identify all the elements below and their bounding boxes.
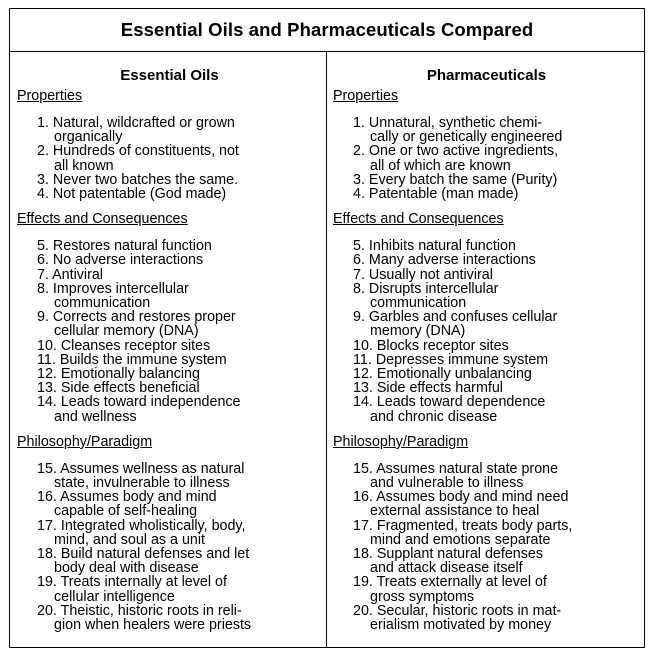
item-number: 5. [37, 238, 49, 255]
list-item [353, 268, 640, 282]
item-list [17, 462, 322, 632]
item-number: 11. [353, 351, 372, 368]
comparison-table [9, 8, 645, 648]
item-number: 13. [37, 380, 57, 397]
section-title: Effects and Consequences [17, 211, 188, 228]
list-item [37, 339, 322, 353]
item-text: Garbles and confuses cellular [368, 309, 558, 326]
list-item [353, 173, 640, 187]
item-text: Depresses immune system [375, 351, 549, 368]
item-number: 10. [37, 337, 57, 354]
item-number: 10. [353, 337, 373, 354]
item-number: 1. [37, 115, 49, 131]
list-item [37, 367, 322, 381]
list-item [37, 144, 322, 172]
item-number: 1. [353, 115, 365, 131]
item-number: 6. [37, 252, 49, 269]
item-text-continued: and wellness [54, 408, 137, 425]
list-item [353, 547, 640, 575]
item-number: 16. [37, 489, 57, 506]
item-number: 2. [353, 143, 365, 160]
pharmaceuticals-column [327, 52, 644, 647]
item-text: Emotionally balancing [60, 366, 200, 383]
columns [10, 52, 644, 647]
item-number: 3. [353, 171, 365, 188]
list-item [37, 490, 322, 518]
item-number: 4. [353, 186, 365, 203]
item-number: 9. [37, 309, 49, 326]
item-text-continued: external assistance to heal [370, 503, 540, 520]
item-text: Patentable (man made) [368, 186, 519, 203]
section-title: Properties [17, 88, 83, 104]
list-item [37, 462, 322, 490]
item-number: 20. [353, 602, 373, 619]
item-number: 11. [37, 351, 56, 368]
list-item [353, 116, 640, 144]
item-text-continued: body deal with disease [54, 560, 199, 577]
item-text: Assumes body and mind need [376, 489, 569, 506]
item-text: Supplant natural defenses [376, 546, 543, 563]
item-text: Improves intercellular [52, 280, 189, 297]
column-heading-essential-oils: Essential Oils [120, 67, 219, 84]
section-title: Philosophy/Paradigm [17, 433, 153, 450]
item-number: 17. [353, 517, 373, 534]
item-number: 7. [37, 266, 49, 283]
item-text: Never two batches the same. [52, 171, 239, 188]
item-text: Treats externally at level of [376, 574, 547, 591]
item-text: Emotionally unbalancing [376, 366, 532, 383]
list-item [37, 604, 322, 632]
item-text: Unnatural, synthetic chemi- [368, 115, 543, 131]
item-number: 14. [37, 394, 57, 411]
list-item [353, 239, 640, 253]
item-text: Theistic, historic roots in reli- [60, 602, 242, 619]
item-text-continued: communication [54, 295, 151, 312]
item-number: 14. [353, 394, 373, 411]
list-item [353, 282, 640, 310]
item-text: One or two active ingredients, [368, 143, 559, 160]
list-item [37, 353, 322, 367]
list-item [37, 187, 322, 201]
item-text: Builds the immune system [59, 351, 227, 368]
item-text-continued: and vulnerable to illness [370, 475, 524, 492]
essential-oils-column [10, 52, 327, 647]
item-number: 15. [353, 460, 373, 477]
list-item [37, 282, 322, 310]
item-number: 17. [37, 517, 57, 534]
item-text: Blocks receptor sites [376, 337, 509, 354]
list-item [353, 381, 640, 395]
list-item [353, 144, 640, 172]
item-text: Fragmented, treats body parts, [376, 517, 573, 534]
item-list [333, 116, 640, 201]
section-title: Philosophy/Paradigm [333, 433, 469, 450]
item-number: 3. [37, 171, 49, 188]
item-number: 18. [37, 546, 57, 563]
item-text: Leads toward dependence [376, 394, 546, 411]
list-item [353, 604, 640, 632]
item-text-continued: cally or genetically engineered [370, 129, 563, 146]
list-item [353, 575, 640, 603]
list-item [353, 462, 640, 490]
list-item [37, 310, 322, 338]
item-text: Side effects harmful [376, 380, 503, 397]
item-number: 2. [37, 143, 49, 160]
item-text-continued: communication [370, 295, 467, 312]
list-item [37, 547, 322, 575]
item-text-continued: and attack disease itself [370, 560, 523, 577]
item-text-continued: state, invulnerable to illness [54, 475, 230, 492]
item-text-continued: gross symptoms [370, 588, 475, 605]
page-title: Essential Oils and Pharmaceuticals Compared [10, 9, 644, 52]
item-text-continued: cellular memory (DNA) [54, 323, 199, 340]
item-number: 9. [353, 309, 365, 326]
item-list [17, 239, 322, 424]
item-text-continued: and chronic disease [370, 408, 498, 425]
item-text: Treats internally at level of [60, 574, 227, 591]
item-text: Corrects and restores proper [52, 309, 236, 326]
item-text: Inhibits natural function [368, 238, 516, 255]
item-text: Every batch the same (Purity) [368, 171, 558, 188]
item-text: Build natural defenses and let [60, 546, 250, 563]
item-number: 4. [37, 186, 49, 203]
list-item [353, 519, 640, 547]
item-number: 12. [37, 366, 57, 383]
item-number: 15. [37, 460, 57, 477]
item-text: Restores natural function [52, 238, 212, 255]
item-number: 19. [353, 574, 373, 591]
list-item [353, 310, 640, 338]
item-list [333, 239, 640, 424]
item-number: 18. [353, 546, 373, 563]
item-text: Many adverse interactions [368, 252, 536, 269]
column-heading-pharmaceuticals: Pharmaceuticals [426, 67, 547, 84]
item-number: 6. [353, 252, 365, 269]
item-text-continued: erialism motivated by money [370, 617, 552, 634]
item-text: Hundreds of constituents, not [52, 143, 239, 160]
item-text-continued: all known [54, 157, 114, 174]
list-item [353, 395, 640, 423]
list-item [353, 187, 640, 201]
item-text-continued: organically [54, 129, 123, 146]
item-text-continued: memory (DNA) [370, 323, 466, 340]
item-text-continued: mind, and soul as a unit [54, 531, 206, 548]
list-item [353, 367, 640, 381]
item-number: 8. [353, 280, 365, 297]
list-item [37, 575, 322, 603]
list-item [37, 239, 322, 253]
section-title: Properties [333, 88, 399, 104]
item-number: 13. [353, 380, 373, 397]
item-text: No adverse interactions [52, 252, 204, 269]
list-item [353, 490, 640, 518]
list-item [353, 339, 640, 353]
list-item [37, 253, 322, 267]
item-list [333, 462, 640, 632]
item-number: 16. [353, 489, 373, 506]
item-text-continued: capable of self-healing [54, 503, 198, 520]
item-text: Disrupts intercellular [368, 280, 499, 297]
item-text: Secular, historic roots in mat- [376, 602, 562, 619]
item-text: Assumes natural state prone [376, 460, 559, 477]
item-text: Leads toward independence [60, 394, 241, 411]
item-number: 19. [37, 574, 57, 591]
list-item [37, 519, 322, 547]
item-text: Assumes body and mind [60, 489, 217, 506]
item-number: 7. [353, 266, 365, 283]
item-text: Side effects beneficial [60, 380, 200, 397]
item-text-continued: mind and emotions separate [370, 531, 551, 548]
item-text: Antiviral [52, 266, 103, 283]
list-item [37, 381, 322, 395]
item-text-continued: all of which are known [370, 157, 511, 174]
item-text: Not patentable (God made) [52, 186, 227, 203]
item-number: 20. [37, 602, 57, 619]
item-list [17, 116, 322, 201]
list-item [37, 395, 322, 423]
item-text: Assumes wellness as natural [60, 460, 245, 477]
item-text-continued: gion when healers were priests [54, 617, 252, 634]
item-number: 5. [353, 238, 365, 255]
section-title: Effects and Consequences [333, 211, 504, 228]
list-item [37, 173, 322, 187]
item-text: Natural, wildcrafted or grown [52, 115, 235, 131]
item-number: 8. [37, 280, 49, 297]
item-text-continued: cellular intelligence [54, 588, 175, 605]
list-item [37, 268, 322, 282]
item-text: Integrated wholistically, body, [60, 517, 246, 534]
list-item [353, 353, 640, 367]
list-item [37, 116, 322, 144]
item-text: Cleanses receptor sites [60, 337, 211, 354]
item-text: Usually not antiviral [368, 266, 493, 283]
list-item [353, 253, 640, 267]
item-number: 12. [353, 366, 373, 383]
